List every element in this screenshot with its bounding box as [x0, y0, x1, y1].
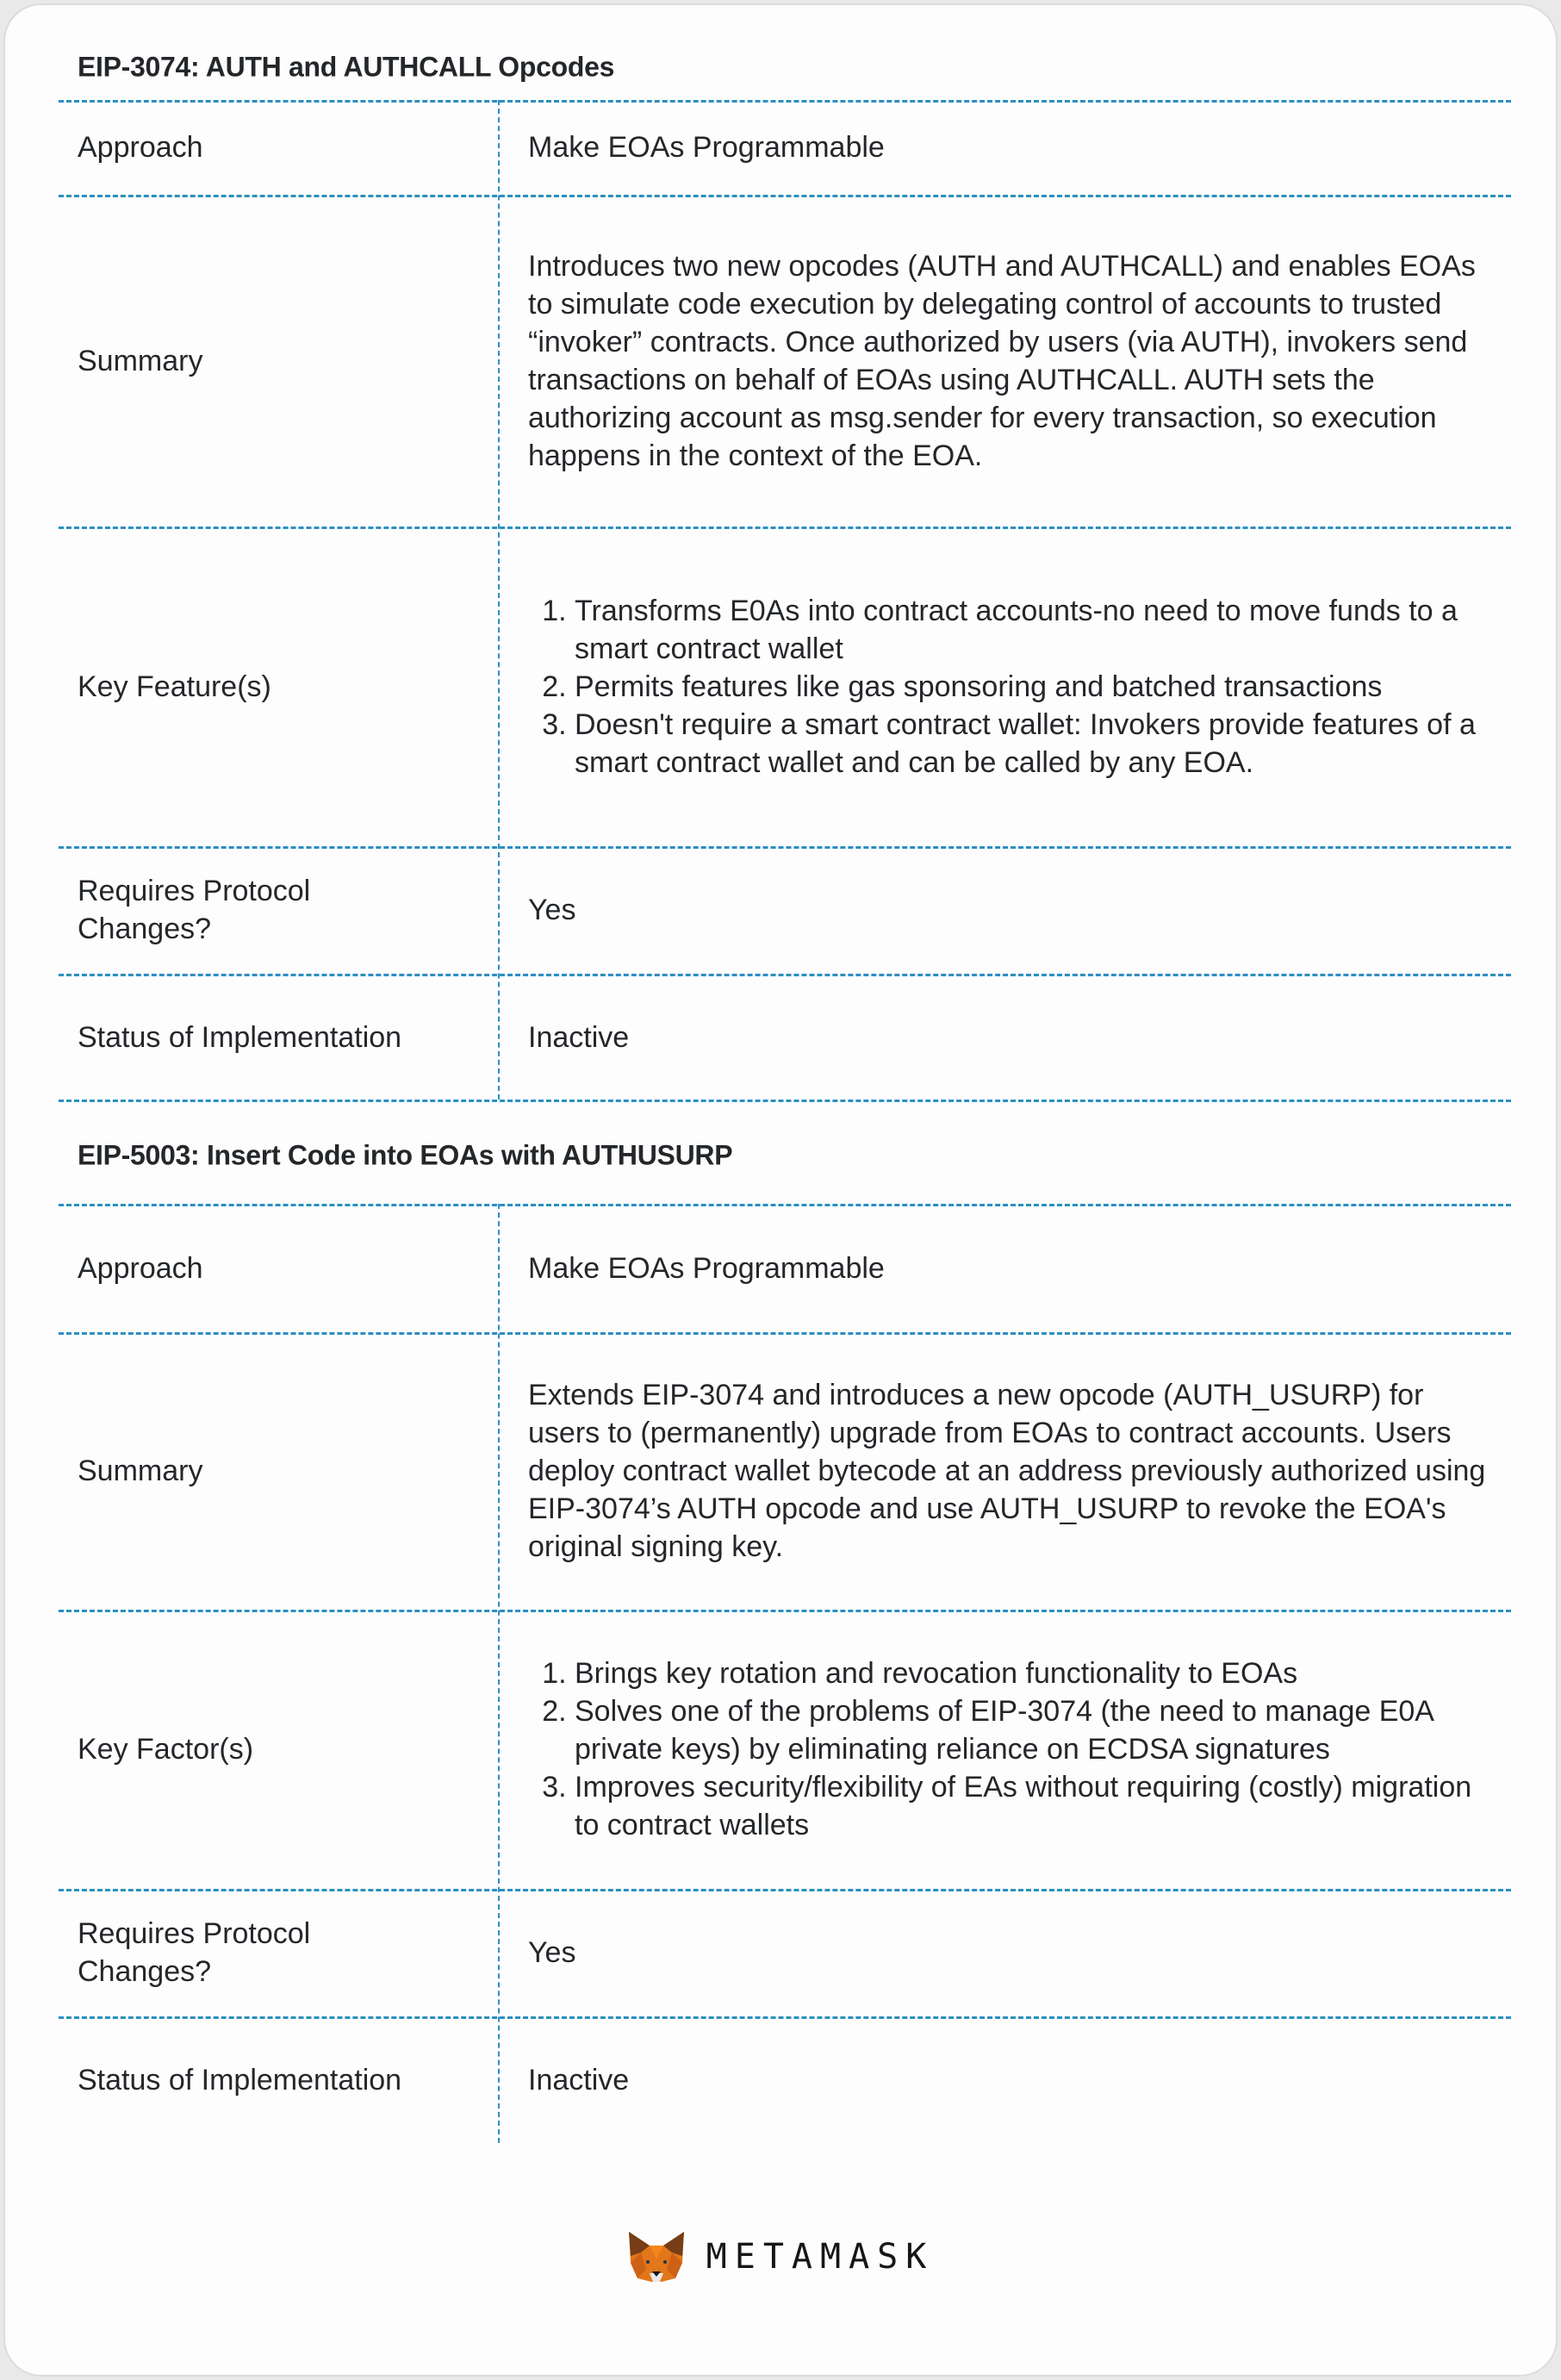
- list-item: 1. Transforms E0As into contract accounts-no need to move funds to a smart contract wallet: [575, 592, 1493, 668]
- brand-name: METAMASK: [706, 2237, 935, 2277]
- metamask-fox-icon: [627, 2230, 686, 2283]
- row-protocol-changes: [59, 846, 1511, 974]
- section-title-text: EIP-3074: AUTH and AUTHCALL Opcodes: [78, 51, 615, 83]
- row-summary: [59, 195, 1511, 526]
- row-label: Summary: [78, 344, 203, 377]
- row-value: Extends EIP-3074 and introduces a new opcode (AUTH_USURP) for users to (permanently) upgrade from EOAs to contract accounts. Users deploy contract wallet bytecode at an address previously authorized using EIP-3074’s AUTH opcode and use AUTH_USURP to revoke the EOA's original signing key.: [528, 1379, 1486, 1563]
- footer-logo: [0, 2228, 1561, 2285]
- row-approach: [59, 1204, 1511, 1332]
- row-value: [528, 1654, 1493, 1844]
- list-item: 2. Solves one of the problems of EIP-3074 (the need to manage E0A private keys) by eliminating reliance on ECDSA signatures: [575, 1692, 1493, 1768]
- row-value: Inactive: [528, 1021, 630, 1054]
- row-value: [528, 592, 1493, 782]
- row-label: Summary: [78, 1455, 203, 1487]
- section-title-text: EIP-5003: Insert Code into EOAs with AUTHUSURP: [78, 1139, 733, 1171]
- row-label: Key Factor(s): [78, 1733, 254, 1766]
- row-key-features: [59, 526, 1511, 846]
- row-status: [59, 2016, 1511, 2144]
- row-protocol-changes: [59, 1889, 1511, 2016]
- list-item: 2. Permits features like gas sponsoring and batched transactions: [575, 668, 1493, 706]
- row-value: Make EOAs Programmable: [528, 131, 885, 164]
- row-value: Inactive: [528, 2064, 630, 2097]
- row-value: Yes: [528, 1936, 576, 1969]
- key-factors-list: [528, 1654, 1493, 1844]
- divider: [59, 1100, 1511, 1102]
- row-summary: [59, 1332, 1511, 1610]
- key-features-list: [528, 592, 1493, 782]
- row-label: Approach: [78, 1251, 203, 1285]
- list-item: 3. Doesn't require a smart contract wallet: Invokers provide features of a smart contract wallet and can be called by any EOA.: [575, 706, 1493, 782]
- row-value: Yes: [528, 894, 576, 926]
- list-item: 1. Brings key rotation and revocation functionality to EOAs: [575, 1654, 1493, 1692]
- row-label: Requires Protocol Changes?: [78, 1917, 311, 1988]
- list-item: 3. Improves security/flexibility of EAs without requiring (costly) migration to contract wallets: [575, 1768, 1493, 1844]
- row-label: Requires Protocol Changes?: [78, 875, 311, 945]
- row-label: Key Feature(s): [78, 670, 271, 703]
- row-label: Approach: [78, 131, 203, 164]
- comparison-card: [3, 3, 1558, 2377]
- row-value: Make EOAs Programmable: [528, 1251, 885, 1285]
- row-label: Status of Implementation: [78, 2064, 402, 2097]
- row-label: Status of Implementation: [78, 1021, 402, 1054]
- row-approach: [59, 100, 1511, 195]
- row-value: Introduces two new opcodes (AUTH and AUTHCALL) and enables EOAs to simulate code execution by delegating control of accounts to trusted “invoker” contracts. Once authorized by users (via AUTH), invokers send transactions on behalf of EOAs using AUTHCALL. AUTH sets the authorizing account as msg.sender for every transaction, so execution happens in the context of the EOA.: [528, 249, 1476, 472]
- row-status: [59, 974, 1511, 1101]
- row-key-factors: [59, 1610, 1511, 1889]
